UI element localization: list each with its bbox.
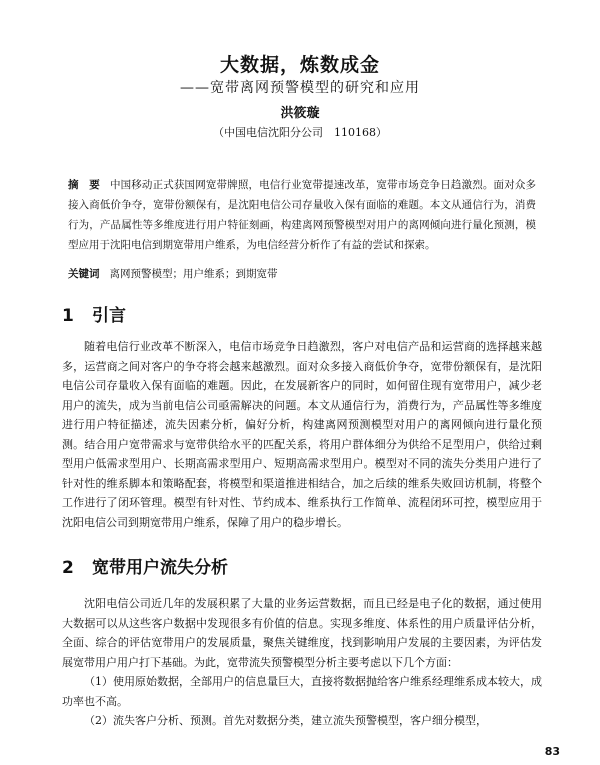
keywords-text: 离网预警模型；用户维系；到期宽带 xyxy=(109,268,278,280)
introduction-paragraph: 随着电信行业改革不断深入，电信市场竞争日趋激烈，客户对电信产品和运营商的选择越来越多，运营商之间对客户的争夺将会越来越激烈。面对众多接入商低价争夺，宽带份额保有，是沈阳电信公司存量收入保有面临的难题。因此，在发展新客户的同时，如何留住现有宽带用户，减少老用户的流失，成为当前电信公司亟需解决的问题。本文从通信行为，消费行为，产品属性等多维度进行用户特征描述，流失因素分析，偏好分析，构建离网预测模型对用户的离网倾向进行量化预测。结合用户宽带需求与宽带供给水平的匹配关系，将用户群体细分为供给不足型用户，供给过剩型用户低需求型用户、长期高需求型用户、短期高需求型用户。模型对不同的流失分类用户进行了针对性的维系脚本和策略配套，将模型和渠道推进相结合，加之后续的维系失败回访机制，将整个工作进行了闭环管理。模型有针对性、节约成本、维系执行工作简单、流程闭环可控，模型应用于沈阳电信公司到期宽带用户维系，保障了用户的稳步增长。 xyxy=(62,340,542,529)
abstract-text: 中国移动正式获国网宽带牌照，电信行业宽带提速改革，宽带市场竞争日趋激烈。面对众多接入商低价争夺，宽带份额保有，是沈阳电信公司存量收入保有面临的难题。本文从通信行为，消费行为，产品属性等多维度进行用户特征刻画，构建离网预警模型对用户的离网倾向进行量化预测，模型应用于沈阳电信到期宽带用户维系，为电信经营分析作了有益的尝试和探索。 xyxy=(68,179,537,251)
list-item: （2）流失客户分析、预测。首先对数据分类，建立流失预警模型，客户细分模型， xyxy=(84,714,487,727)
paper-title: 大数据，炼数成金 xyxy=(219,54,380,76)
section-number: 2 xyxy=(62,558,74,578)
author-name: 洪筱璇 xyxy=(280,106,320,121)
section-title: 宽带用户流失分析 xyxy=(92,558,228,578)
churn-analysis-paragraph: 沈阳电信公司近几年的发展积累了大量的业务运营数据，而且已经是电子化的数据，通过使用大数据可以从这些客户数据中发现很多有价值的信息。实现多维度、体系性的用户质量评估分析，全面、综合的评估宽带用户的发展质量，聚焦关键维度，找到影响用户发展的主要因素，为评估发展宽带用户用户打下基础。为此，宽带流失预警模型分析主要考虑以下几个方面： xyxy=(62,597,542,669)
abstract-label: 摘 要 xyxy=(68,179,100,191)
keywords xyxy=(68,265,536,283)
page-number: 83 xyxy=(544,745,560,758)
paper-subtitle: ——宽带离网预警模型的研究和应用 xyxy=(180,80,420,96)
keywords-label: 关键词 xyxy=(68,268,100,280)
list-item: （1）使用原始数据，全部用户的信息量巨大，直接将数据抛给客户维系经理维系成本较大，成功率也不高。 xyxy=(62,675,542,708)
section-number: 1 xyxy=(62,306,74,326)
author-affiliation: （中国电信沈阳分公司 110168） xyxy=(213,126,387,139)
abstract xyxy=(68,175,536,255)
section-title: 引言 xyxy=(92,306,126,326)
section-heading-introduction xyxy=(62,301,126,326)
section-heading-churn-analysis xyxy=(62,553,228,578)
